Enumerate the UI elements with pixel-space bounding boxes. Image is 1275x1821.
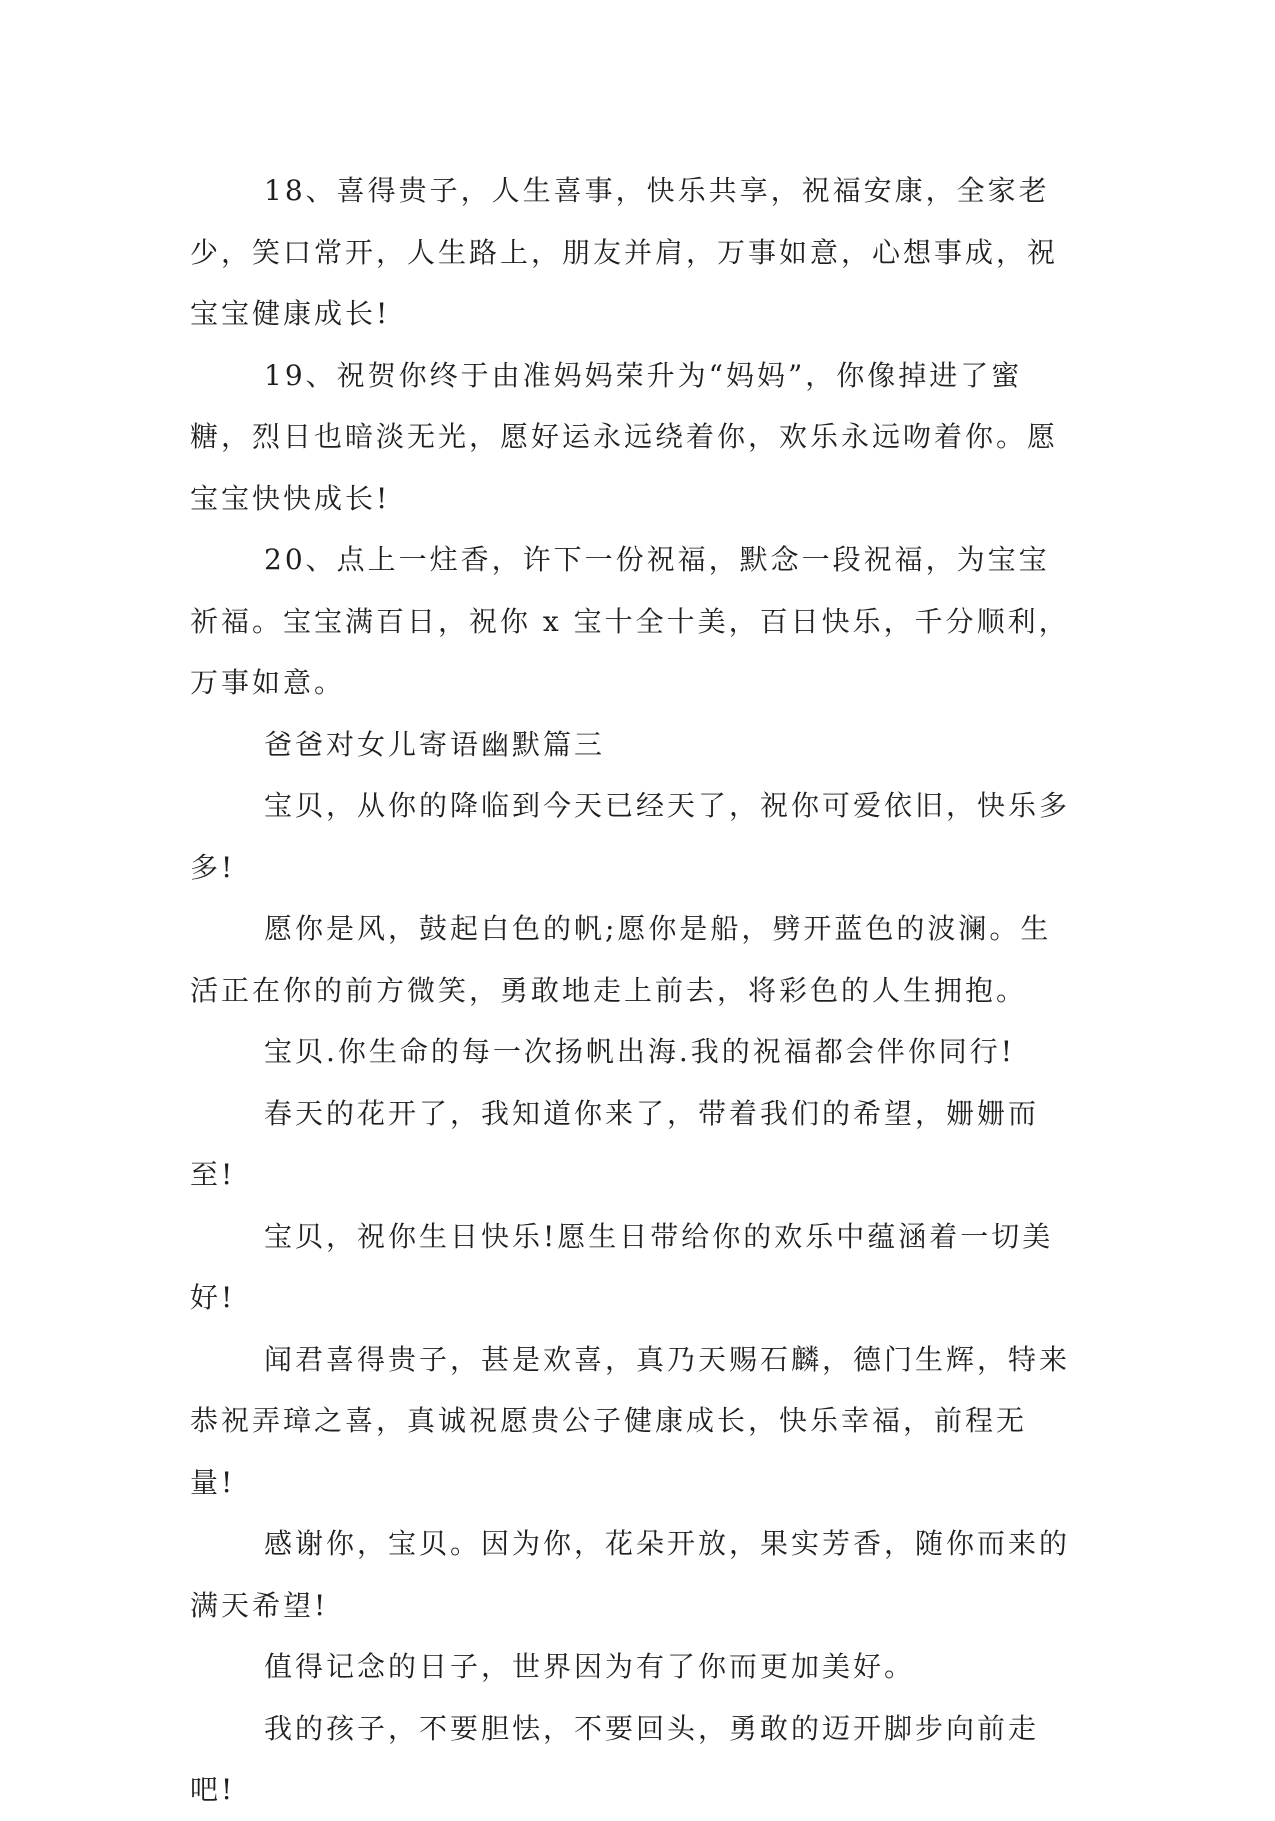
section-paragraph-2: 愿你是风，鼓起白色的帆;愿你是船，劈开蓝色的波澜。生活正在你的前方微笑，勇敢地走上前去，将彩色的人生拥抱。 — [190, 912, 1052, 1007]
section-paragraph-8: 值得记念的日子，世界因为有了你而更加美好。 — [264, 1650, 916, 1683]
section-paragraph-1: 宝贝，从你的降临到今天已经天了，祝你可爱依旧，快乐多多! — [190, 789, 1071, 884]
section-paragraph-7: 感谢你，宝贝。因为你，花朵开放，果实芳香，随你而来的满天希望! — [190, 1527, 1071, 1622]
section-paragraph-6: 闻君喜得贵子，甚是欢喜，真乃天赐石麟，德门生辉，特来恭祝弄璋之喜，真诚祝愿贵公子健康成长，快乐幸福，前程无量! — [190, 1342, 1071, 1499]
section-paragraph-5: 宝贝，祝你生日快乐!愿生日带给你的欢乐中蕴涵着一切美好! — [190, 1219, 1054, 1314]
section-paragraph-9: 我的孩子，不要胆怯，不要回头，勇敢的迈开脚步向前走吧! — [190, 1711, 1040, 1806]
wish-paragraph-18: 18、喜得贵子，人生喜事，快乐共享，祝福安康，全家老少，笑口常开，人生路上，朋友并肩，万事如意，心想事成，祝宝宝健康成长! — [190, 174, 1059, 330]
wish-paragraph-20: 20、点上一炷香，许下一份祝福，默念一段祝福，为宝宝祈福。宝宝满百日，祝你 x 宝十全十美，百日快乐，千分顺利，万事如意。 — [190, 543, 1070, 699]
wish-paragraph-19: 19、祝贺你终于由准妈妈荣升为“妈妈”，你像掉进了蜜糖，烈日也暗淡无光，愿好运永远绕着你，欢乐永远吻着你。愿宝宝快快成长! — [190, 358, 1059, 515]
section-heading: 爸爸对女儿寄语幽默篇三 — [264, 727, 606, 761]
section-paragraph-4: 春天的花开了，我知道你来了，带着我们的希望，姗姗而至! — [190, 1096, 1040, 1191]
document-body — [190, 160, 1070, 1821]
section-paragraph-3: 宝贝.你生命的每一次扬帆出海.我的祝福都会伴你同行! — [264, 1035, 1016, 1068]
